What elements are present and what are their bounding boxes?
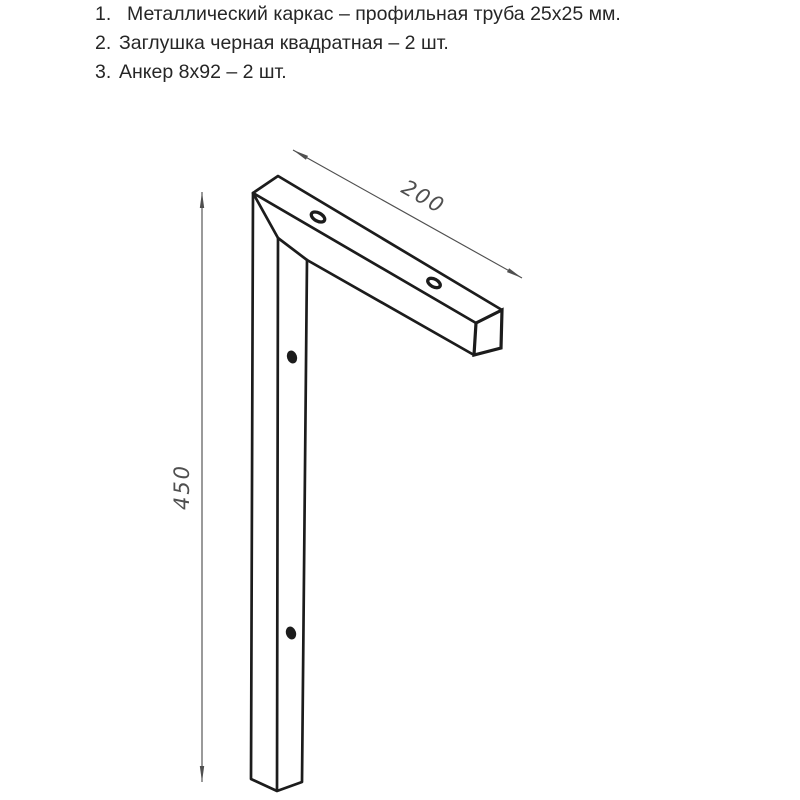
end-cap-face (474, 310, 502, 355)
dimension-label-200: 200 (397, 175, 450, 219)
item-number: 1. (95, 3, 112, 25)
dimension-line-200 (293, 150, 522, 278)
dimension-leg-height (170, 192, 202, 782)
item-number: 2. (95, 32, 112, 54)
leg-hole-1 (285, 349, 299, 365)
arm-hole-1 (310, 210, 327, 224)
dimension-arm-length (293, 150, 522, 278)
item-text: Заглушка черная квадратная – 2 шт. (119, 32, 449, 54)
dimension-label-450: 450 (170, 463, 194, 511)
item-text: Анкер 8х92 – 2 шт. (119, 61, 287, 83)
item-text: Металлический каркас – профильная труба 25х25 мм. (127, 3, 621, 25)
leg-outline (251, 193, 307, 791)
item-number: 3. (95, 61, 112, 83)
leg-hole-2 (284, 625, 298, 641)
arm-hole-2 (426, 276, 442, 289)
arm-outline (253, 176, 502, 355)
